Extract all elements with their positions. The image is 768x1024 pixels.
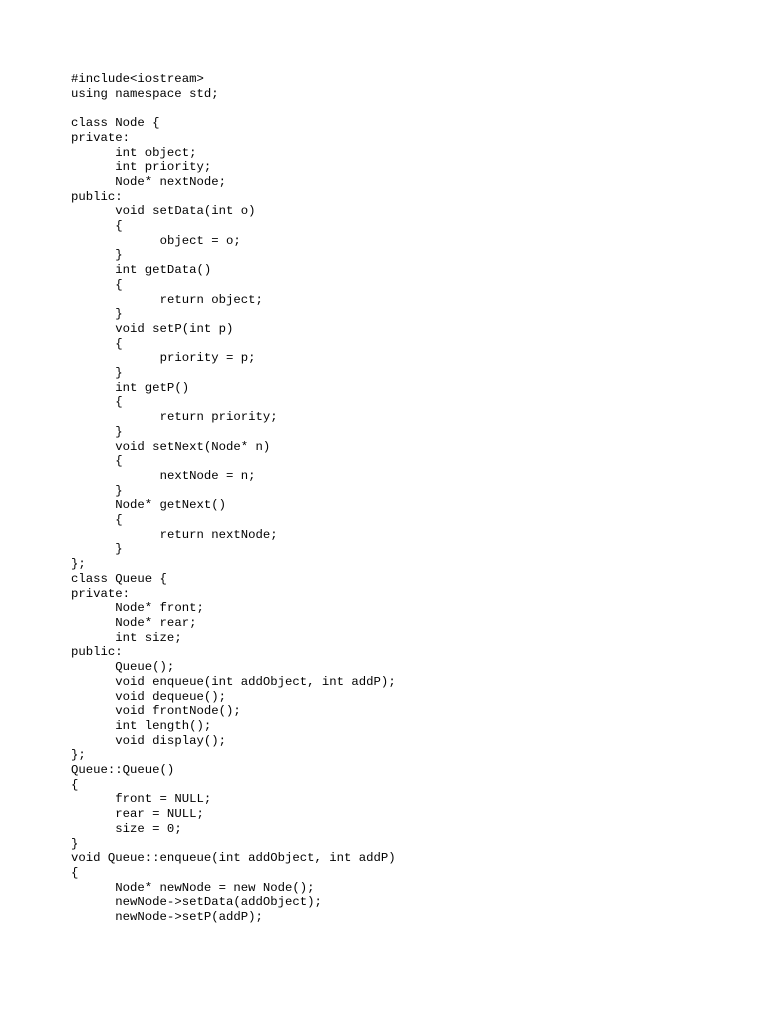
code-line: }; <box>71 557 86 572</box>
code-line: int priority; <box>71 160 212 175</box>
code-line: void setNext(Node* n) <box>71 439 271 454</box>
code-line: Node* getNext() <box>71 498 226 513</box>
code-line: } <box>71 248 123 263</box>
code-line: newNode->setData(addObject); <box>71 895 322 910</box>
code-line: { <box>71 219 123 234</box>
code-line: object = o; <box>71 233 241 248</box>
code-line: newNode->setP(addP); <box>71 910 263 925</box>
code-line: private: <box>71 130 131 145</box>
code-line: #include<iostream> <box>71 72 204 86</box>
code-line: int size; <box>71 630 182 645</box>
code-line: return object; <box>71 292 263 307</box>
code-line: int object; <box>71 145 197 160</box>
code-line: void setP(int p) <box>71 321 234 336</box>
code-line: Queue(); <box>71 660 175 675</box>
code-listing <box>71 72 396 925</box>
code-line: { <box>71 336 123 351</box>
code-line: Queue::Queue() <box>71 763 175 778</box>
code-line: rear = NULL; <box>71 807 204 822</box>
code-line: } <box>71 483 123 498</box>
code-line: Node* front; <box>71 601 204 616</box>
code-line: { <box>71 513 123 528</box>
code-line: void enqueue(int addObject, int addP); <box>71 674 396 689</box>
code-line: return nextNode; <box>71 527 278 542</box>
code-line: Node* nextNode; <box>71 174 226 189</box>
code-line: int getData() <box>71 263 212 278</box>
code-line: Node* newNode = new Node(); <box>71 880 315 895</box>
code-line: } <box>71 542 123 557</box>
code-line: { <box>71 865 79 880</box>
code-line: nextNode = n; <box>71 468 256 483</box>
code-line: { <box>71 395 123 410</box>
code-line: }; <box>71 748 86 763</box>
code-line: size = 0; <box>71 821 182 836</box>
code-line: } <box>71 836 79 851</box>
code-line: void display(); <box>71 733 226 748</box>
code-line: public: <box>71 645 123 660</box>
code-line: void frontNode(); <box>71 704 241 719</box>
code-line: int length(); <box>71 718 212 733</box>
code-line: priority = p; <box>71 351 256 366</box>
code-line: front = NULL; <box>71 792 212 807</box>
code-line: int getP() <box>71 380 190 395</box>
code-line: public: <box>71 189 123 204</box>
code-line: { <box>71 277 123 292</box>
code-line: void dequeue(); <box>71 689 226 704</box>
code-line <box>71 101 396 116</box>
code-line: private: <box>71 586 131 601</box>
code-line: } <box>71 366 123 381</box>
code-line: } <box>71 424 123 439</box>
code-line: void Queue::enqueue(int addObject, int addP) <box>71 851 396 866</box>
code-line: return priority; <box>71 410 278 425</box>
code-line: } <box>71 307 123 322</box>
code-line: void setData(int o) <box>71 204 256 219</box>
code-line: { <box>71 777 79 792</box>
code-line: Node* rear; <box>71 616 197 630</box>
code-line: class Queue { <box>71 571 167 586</box>
code-line: { <box>71 454 123 469</box>
code-line: using namespace std; <box>71 86 219 101</box>
code-line: class Node { <box>71 116 160 131</box>
